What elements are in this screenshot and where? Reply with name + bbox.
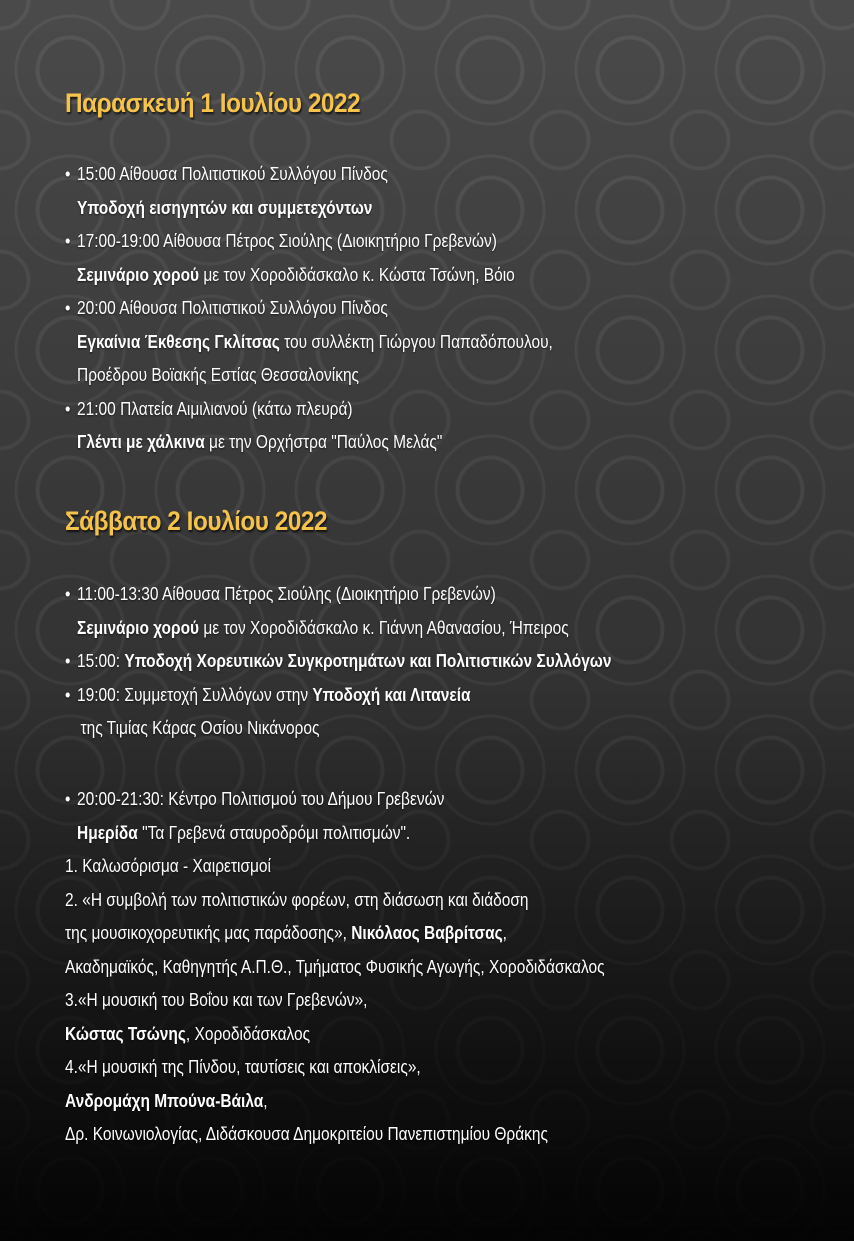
list-item: • 15:00 Αίθουσα Πολιτιστικού Συλλόγου Πίνδος — [65, 158, 553, 192]
list-item-detail: Ημερίδα "Τα Γρεβενά σταυροδρόμι πολιτισμών". — [77, 822, 411, 843]
list-item: • 17:00-19:00 Αίθουσα Πέτρος Σιούλης (Διοικητήριο Γρεβενών) — [65, 225, 553, 259]
list-item: • 19:00: Συμμετοχή Συλλόγων στην Υποδοχή και Λιτανεία — [65, 679, 612, 713]
day2-title: Σάββατο 2 Ιουλίου 2022 — [65, 506, 328, 536]
list-item: • 21:00 Πλατεία Αιμιλιανού (κάτω πλευρά) — [65, 393, 553, 427]
bullet-icon: • — [65, 398, 71, 419]
program-line: Ανδρομάχη Μπούνα-Βάιλα, — [65, 1090, 268, 1111]
day1-schedule — [65, 158, 632, 460]
program-line: 1. Καλωσόρισμα - Χαιρετισμοί — [65, 856, 271, 876]
list-item-detail: Σεμινάριο χορού με τον Χοροδιδάσκαλο κ. Κώστα Τσώνη, Βόιο — [77, 264, 515, 285]
list-item: • 20:00-21:30: Κέντρο Πολιτισμού του Δήμου Γρεβενών — [65, 783, 605, 817]
list-item-detail: Εγκαίνια Έκθεσης Γκλίτσας του συλλέκτη Γιώργου Παπαδόπουλου, — [77, 331, 553, 352]
program-line: 3.«Η μουσική του Βοΐου και των Γρεβενών», — [65, 990, 368, 1010]
day2-schedule — [65, 578, 700, 746]
bullet-icon: • — [65, 789, 71, 809]
bullet-icon: • — [65, 651, 71, 671]
list-item: • 20:00 Αίθουσα Πολιτιστικού Συλλόγου Πίνδος — [65, 292, 553, 326]
program-line: Κώστας Τσώνης, Χοροδιδάσκαλος — [65, 1023, 311, 1044]
list-item-detail: Σεμινάριο χορού με τον Χοροδιδάσκαλο κ. Γιάννη Αθανασίου, Ήπειρος — [77, 617, 569, 638]
speaker-name: Ανδρομάχη Μπούνα-Βάιλα — [65, 1090, 264, 1111]
bullet-icon: • — [65, 298, 71, 318]
list-item-detail: Προέδρου Βοϊακής Εστίας Θεσσαλονίκης — [77, 365, 360, 385]
program-line: της μουσικοχορευτικής μας παράδοσης», Νικόλαος Βαβρίτσας, — [65, 923, 507, 943]
bullet-icon: • — [65, 164, 71, 184]
list-item-detail: Υποδοχή εισηγητών και συμμετεχόντων — [77, 197, 373, 218]
program-line: Δρ. Κοινωνιολογίας, Διδάσκουσα Δημοκριτείου Πανεπιστημίου Θράκης — [65, 1124, 548, 1144]
list-item-detail: της Τιμίας Κάρας Οσίου Νικάνορος — [80, 718, 320, 738]
day1-title: Παρασκευή 1 Ιουλίου 2022 — [65, 88, 361, 118]
bullet-icon: • — [65, 584, 71, 604]
bullet-icon: • — [65, 684, 71, 705]
list-item-detail: Γλέντι με χάλκινα με την Ορχήστρα "Παύλος Μελάς" — [77, 432, 443, 452]
speaker-name: Νικόλαος Βαβρίτσας — [351, 923, 503, 943]
hemerida-section — [65, 783, 692, 1152]
program-line: 4.«Η μουσική της Πίνδου, ταυτίσεις και αποκλίσεις», — [65, 1057, 421, 1077]
list-item: • 15:00: Υποδοχή Χορευτικών Συγκροτημάτων και Πολιτιστικών Συλλόγων — [65, 645, 612, 679]
list-item: • 11:00-13:30 Αίθουσα Πέτρος Σιούλης (Διοικητήριο Γρεβενών) — [65, 578, 612, 612]
speaker-name: Κώστας Τσώνης — [65, 1023, 186, 1044]
program-line: Ακαδημαϊκός, Καθηγητής Α.Π.Θ., Τμήματος Φυσικής Αγωγής, Χοροδιδάσκαλος — [65, 956, 605, 977]
bullet-icon: • — [65, 231, 71, 251]
program-line: 2. «Η συμβολή των πολιτιστικών φορέων, στη διάσωση και διάδοση — [65, 889, 529, 910]
